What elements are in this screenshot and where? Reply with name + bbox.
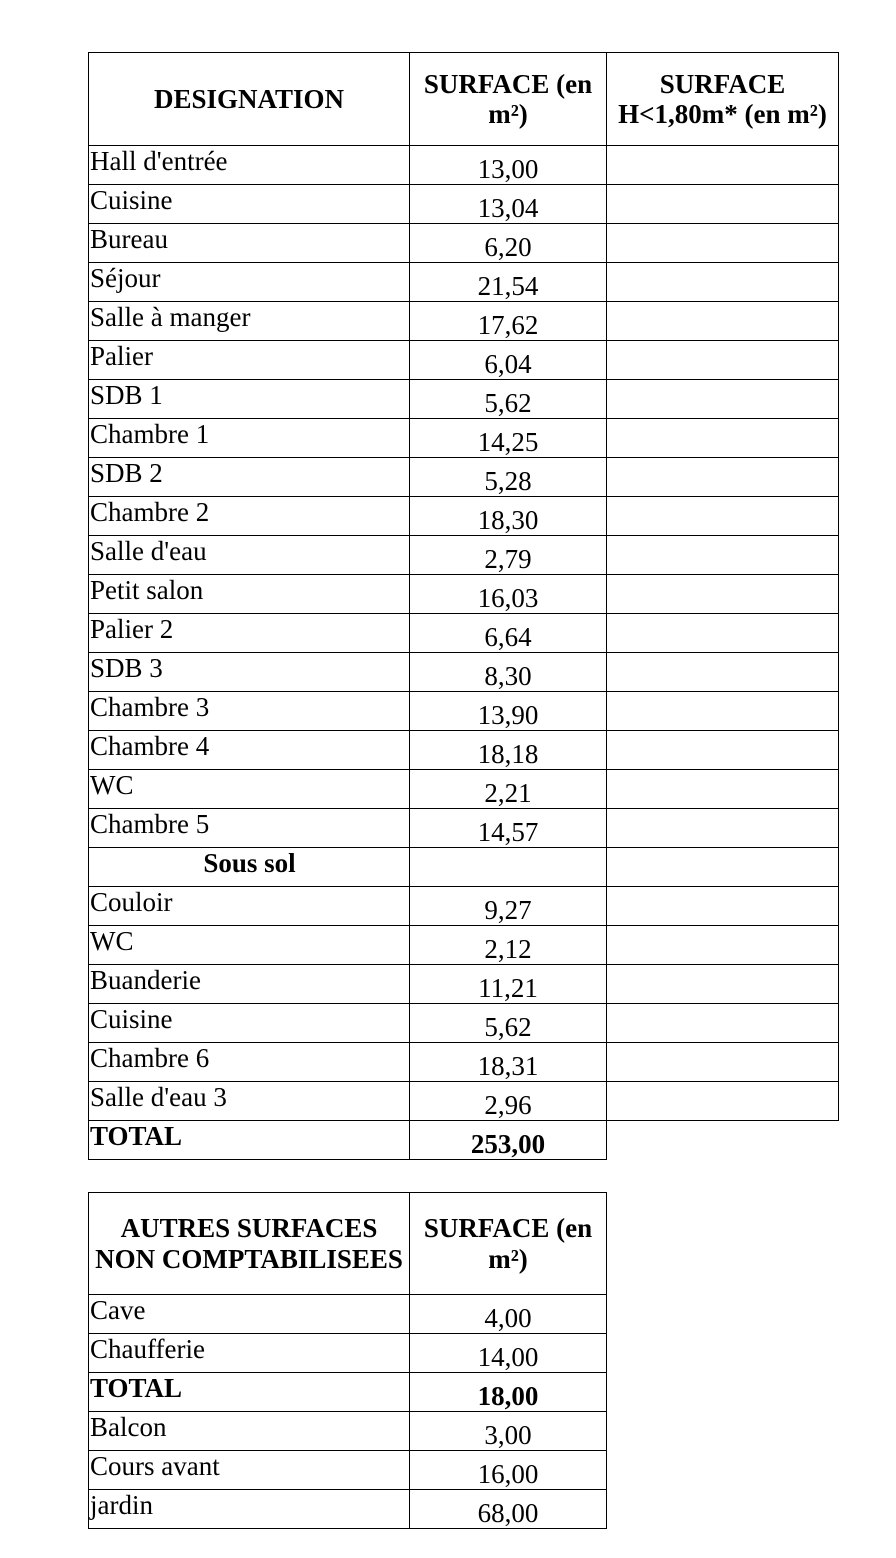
surface-cell: 14,57: [410, 809, 607, 848]
table-row: [89, 497, 839, 536]
surface-cell: 6,64: [410, 614, 607, 653]
table-row: [89, 380, 839, 419]
room-name-cell: WC: [89, 926, 410, 965]
surface-low-cell: [607, 614, 839, 653]
table-row: [89, 1412, 607, 1451]
table-row: [89, 419, 839, 458]
surface-name-cell: Chaufferie: [89, 1334, 410, 1373]
surface-low-cell: [607, 809, 839, 848]
header-other-surface: SURFACE (en m²): [410, 1193, 607, 1295]
surface-cell: 13,90: [410, 692, 607, 731]
room-name-cell: Chambre 3: [89, 692, 410, 731]
room-name-cell: Salle à manger: [89, 302, 410, 341]
surface-cell: [410, 848, 607, 887]
surface-low-cell: [607, 1043, 839, 1082]
surface-low-cell: [607, 1082, 839, 1121]
surface-cell: 2,21: [410, 770, 607, 809]
surface-cell: 2,96: [410, 1082, 607, 1121]
surface-table-body: [89, 146, 839, 1160]
table-row: [89, 1043, 839, 1082]
surface-low-cell: [607, 1004, 839, 1043]
surface-cell: 2,79: [410, 536, 607, 575]
table-row: [89, 185, 839, 224]
surface-low-cell: [607, 497, 839, 536]
total-surface: 253,00: [410, 1121, 607, 1160]
room-name-cell: Chambre 1: [89, 419, 410, 458]
table-row: [89, 1004, 839, 1043]
table-row: [89, 809, 839, 848]
table-row: [89, 653, 839, 692]
table-row: [89, 302, 839, 341]
surface-cell: 8,30: [410, 653, 607, 692]
surface-low-cell: [607, 224, 839, 263]
surface-name-cell: jardin: [89, 1490, 410, 1529]
surface-cell: 3,00: [410, 1412, 607, 1451]
surface-cell: 6,04: [410, 341, 607, 380]
room-name-cell: Séjour: [89, 263, 410, 302]
surface-cell: 13,04: [410, 185, 607, 224]
surface-name-cell: TOTAL: [89, 1373, 410, 1412]
surface-low-cell: [607, 887, 839, 926]
room-name-cell: Chambre 4: [89, 731, 410, 770]
surface-name-cell: Cours avant: [89, 1451, 410, 1490]
table-row: [89, 731, 839, 770]
room-name-cell: Chambre 6: [89, 1043, 410, 1082]
header-surface: SURFACE (en m²): [410, 53, 607, 146]
surface-cell: 5,62: [410, 380, 607, 419]
surface-cell: 5,28: [410, 458, 607, 497]
surface-low-cell: [607, 185, 839, 224]
surface-low-cell: [607, 536, 839, 575]
surface-cell: 14,00: [410, 1334, 607, 1373]
surface-low-cell: [607, 575, 839, 614]
table-row: [89, 1451, 607, 1490]
surface-cell: 11,21: [410, 965, 607, 1004]
surface-low-cell: [607, 731, 839, 770]
room-name-cell: Hall d'entrée: [89, 146, 410, 185]
table-row: [89, 575, 839, 614]
surface-low-cell: [607, 653, 839, 692]
room-name-cell: Chambre 2: [89, 497, 410, 536]
surface-low-cell: [607, 419, 839, 458]
table-row: [89, 224, 839, 263]
table-row: [89, 1082, 839, 1121]
total-row: [89, 1373, 607, 1412]
surface-low-cell: [607, 341, 839, 380]
surface-name-cell: Cave: [89, 1295, 410, 1334]
room-name-cell: WC: [89, 770, 410, 809]
surface-cell: 17,62: [410, 302, 607, 341]
table-header-row: [89, 1193, 607, 1295]
surface-low-cell: [607, 692, 839, 731]
surface-cell: 6,20: [410, 224, 607, 263]
surface-low-cell: [607, 380, 839, 419]
table-row: [89, 536, 839, 575]
table-row: [89, 1334, 607, 1373]
table-row: [89, 965, 839, 1004]
table-row: [89, 146, 839, 185]
room-name-cell: Couloir: [89, 887, 410, 926]
surface-cell: 18,31: [410, 1043, 607, 1082]
surface-cell: 18,30: [410, 497, 607, 536]
surface-low-cell: [607, 926, 839, 965]
table-row: [89, 458, 839, 497]
table-row: [89, 341, 839, 380]
table-row: [89, 263, 839, 302]
room-name-cell: Bureau: [89, 224, 410, 263]
surface-cell: 9,27: [410, 887, 607, 926]
total-row: [89, 1121, 839, 1160]
room-name-cell: Buanderie: [89, 965, 410, 1004]
surface-low-cell: [607, 848, 839, 887]
surface-low-cell: [607, 458, 839, 497]
room-name-cell: Cuisine: [89, 1004, 410, 1043]
room-name-cell: SDB 3: [89, 653, 410, 692]
total-label: TOTAL: [89, 1121, 410, 1160]
surface-cell: 13,00: [410, 146, 607, 185]
surface-cell: 18,00: [410, 1373, 607, 1412]
other-surfaces-table: [88, 1192, 607, 1529]
section-row: [89, 848, 839, 887]
room-name-cell: Petit salon: [89, 575, 410, 614]
other-surfaces-table-body: [89, 1295, 607, 1529]
surface-low-cell: [607, 146, 839, 185]
table-row: [89, 1490, 607, 1529]
room-name-cell: Sous sol: [89, 848, 410, 887]
room-name-cell: SDB 2: [89, 458, 410, 497]
surface-cell: 2,12: [410, 926, 607, 965]
table-row: [89, 887, 839, 926]
table-row: [89, 1295, 607, 1334]
surface-low-cell: [607, 302, 839, 341]
header-surface-low: SURFACE H<1,80m* (en m²): [607, 53, 839, 146]
surface-cell: 16,03: [410, 575, 607, 614]
room-name-cell: Palier 2: [89, 614, 410, 653]
header-other-surfaces: AUTRES SURFACES NON COMPTABILISEES: [89, 1193, 410, 1295]
room-name-cell: Salle d'eau: [89, 536, 410, 575]
surface-low-cell: [607, 770, 839, 809]
room-name-cell: SDB 1: [89, 380, 410, 419]
table-header-row: [89, 53, 839, 146]
room-name-cell: Cuisine: [89, 185, 410, 224]
surface-low-cell: [607, 263, 839, 302]
room-name-cell: Palier: [89, 341, 410, 380]
surface-cell: 5,62: [410, 1004, 607, 1043]
surface-low-cell: [607, 965, 839, 1004]
room-name-cell: Chambre 5: [89, 809, 410, 848]
surface-cell: 14,25: [410, 419, 607, 458]
header-designation: DESIGNATION: [89, 53, 410, 146]
surface-cell: 21,54: [410, 263, 607, 302]
room-name-cell: Salle d'eau 3: [89, 1082, 410, 1121]
surface-table: [88, 52, 839, 1160]
table-row: [89, 770, 839, 809]
surface-cell: 18,18: [410, 731, 607, 770]
surface-cell: 4,00: [410, 1295, 607, 1334]
table-row: [89, 614, 839, 653]
table-row: [89, 926, 839, 965]
surface-cell: 16,00: [410, 1451, 607, 1490]
table-row: [89, 692, 839, 731]
surface-cell: 68,00: [410, 1490, 607, 1529]
empty-cell: [607, 1121, 839, 1160]
surface-name-cell: Balcon: [89, 1412, 410, 1451]
